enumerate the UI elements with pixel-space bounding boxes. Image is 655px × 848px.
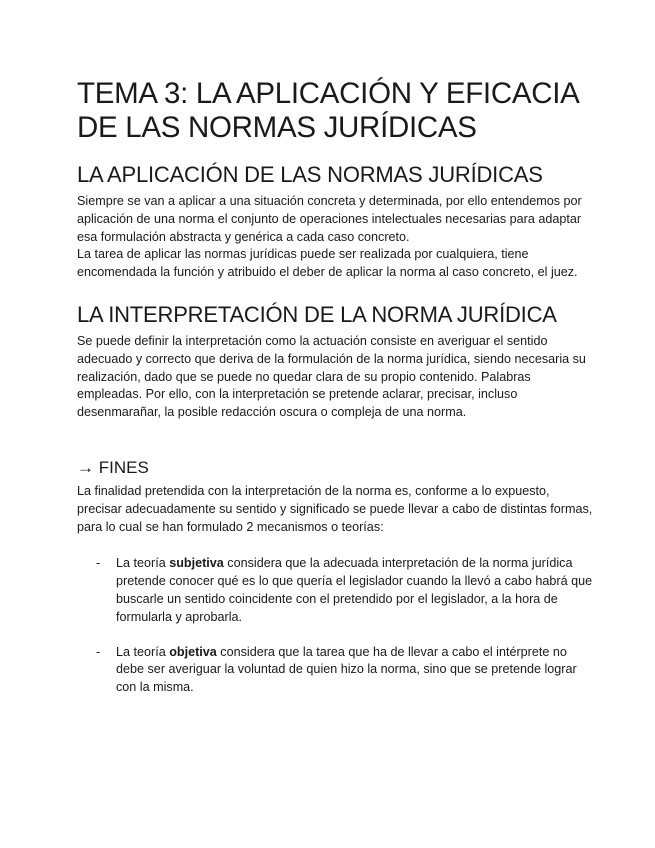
list-bullet: -: [96, 644, 101, 659]
item-text-before: La teoría: [116, 556, 170, 571]
item-term-objetiva: objetiva: [169, 644, 217, 659]
paragraph-aplicacion-2: La tarea de aplicar las normas jurídicas puede ser realizada por cualquiera, tiene encomendada la función y atribuido el deber de aplicar la norma al caso concreto, el juez.: [77, 247, 578, 280]
subheading-fines: → FINES: [77, 457, 149, 477]
item-text-after: considera que la tarea que ha de llevar a cabo el intérprete no debe ser averiguar la voluntad de quien hizo la norma, sino que se pretende lograr con la misma.: [116, 644, 577, 695]
section-heading-interpretacion: LA INTERPRETACIÓN DE LA NORMA JURÍDICA: [77, 301, 557, 327]
item-text-after: considera que la adecuada interpretación de la norma jurídica pretende conocer qué es lo que quería el legislador cuando la llevó a cabo habrá que buscarle un sentido coincidente con el pretendido por el legislador, a la hora de formularla y aprobarla.: [116, 556, 593, 624]
section-heading-aplicacion: LA APLICACIÓN DE LAS NORMAS JURÍDICAS: [77, 162, 543, 187]
paragraph-fines-intro: La finalidad pretendida con la interpretación de la norma es, conforme a lo expuesto, precisar adecuadamente su sentido y significado se puede llevar a cabo de distintas formas, para lo cual se han formulado 2 mecanismos o teorías:: [77, 483, 593, 534]
theories-list: [77, 555, 595, 697]
list-item-subjetiva: [77, 555, 595, 626]
list-bullet: -: [96, 556, 101, 571]
document-title: TEMA 3: LA APLICACIÓN Y EFICACIA DE LAS NORMAS JURÍDICAS: [77, 77, 578, 144]
item-term-subjetiva: subjetiva: [169, 556, 224, 571]
item-text-before: La teoría: [116, 644, 170, 659]
paragraph-interpretacion: Se puede definir la interpretación como la actuación consiste en averiguar el sentido adecuado y correcto que deriva de la formulación de la norma jurídica, siendo necesaria su realización, dado que se puede no quedar clara de su propio contenido. Palabras empleadas. Por ello, con la interpretación se pretende aclarar, precisar, incluso desenmarañar, la posible redacción oscura o compleja de una norma.: [77, 333, 586, 420]
paragraph-aplicacion-1: Siempre se van a aplicar a una situación concreta y determinada, por ello entendemos por aplicación de una norma el conjunto de operaciones intelectuales necesarias para adaptar esa formulación abstracta y genérica a cada caso concreto.: [77, 194, 582, 244]
list-item-objetiva: [77, 644, 595, 697]
